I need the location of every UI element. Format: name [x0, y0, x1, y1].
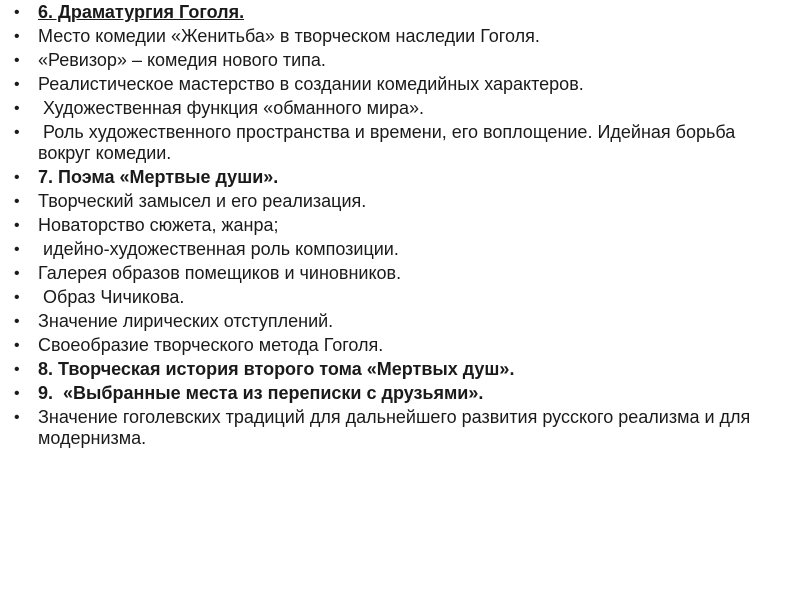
list-item-text: 8. Творческая история второго тома «Мертвых душ».	[38, 359, 515, 379]
list-item	[14, 74, 774, 95]
bullet-icon: •	[14, 52, 20, 69]
list-item	[14, 26, 774, 47]
bullet-icon: •	[14, 124, 20, 141]
bullet-icon: •	[14, 193, 20, 210]
list-item	[14, 263, 774, 284]
bullet-icon: •	[14, 28, 20, 45]
bullet-icon: •	[14, 241, 20, 258]
bullet-icon: •	[14, 100, 20, 117]
list-item	[14, 239, 774, 260]
list-item-text: «Ревизор» – комедия нового типа.	[38, 50, 326, 70]
list-item-text: Художественная функция «обманного мира».	[38, 98, 425, 118]
bullet-icon: •	[14, 289, 20, 306]
list-item-text: Значение лирических отступлений.	[38, 311, 334, 331]
bullet-icon: •	[14, 361, 20, 378]
list-item-text: Своеобразие творческого метода Гоголя.	[38, 335, 384, 355]
list-item-text: Значение гоголевских традиций для дальнейшего развития русского реализма и для модернизма.	[38, 407, 756, 448]
list-item-text: 9. «Выбранные места из переписки с друзьями».	[38, 383, 484, 403]
bullet-icon: •	[14, 4, 20, 21]
bullet-icon: •	[14, 385, 20, 402]
list-item-text: 7. Поэма «Мертвые души».	[38, 167, 279, 187]
list-item	[14, 335, 774, 356]
list-item	[14, 287, 774, 308]
list-item-text: Место комедии «Женитьба» в творческом наследии Гоголя.	[38, 26, 540, 46]
bullet-icon: •	[14, 409, 20, 426]
list-item	[14, 50, 774, 71]
list-item-text: идейно-художественная роль композиции.	[38, 239, 399, 259]
list-item-text: Творческий замысел и его реализация.	[38, 191, 367, 211]
list-item	[14, 122, 774, 164]
list-item	[14, 2, 774, 23]
list-item	[14, 191, 774, 212]
list-item-text: Образ Чичикова.	[38, 287, 185, 307]
bullet-icon: •	[14, 169, 20, 186]
bullet-icon: •	[14, 217, 20, 234]
bullet-icon: •	[14, 76, 20, 93]
list-item	[14, 98, 774, 119]
bullet-icon: •	[14, 337, 20, 354]
list-item	[14, 311, 774, 332]
list-item-text: Галерея образов помещиков и чиновников.	[38, 263, 402, 283]
list-item-text: Роль художественного пространства и времени, его воплощение. Идейная борьба вокруг комедии.	[38, 122, 741, 163]
list-item-text: Новаторство сюжета, жанра;	[38, 215, 279, 235]
list-item-text: Реалистическое мастерство в создании комедийных характеров.	[38, 74, 584, 94]
list-item	[14, 383, 774, 404]
list-item	[14, 215, 774, 236]
list-item	[14, 359, 774, 380]
bullet-icon: •	[14, 313, 20, 330]
list-item	[14, 407, 774, 449]
bullet-list	[14, 2, 774, 452]
list-item	[14, 167, 774, 188]
list-item-text: 6. Драматургия Гоголя.	[38, 2, 245, 22]
bullet-icon: •	[14, 265, 20, 282]
